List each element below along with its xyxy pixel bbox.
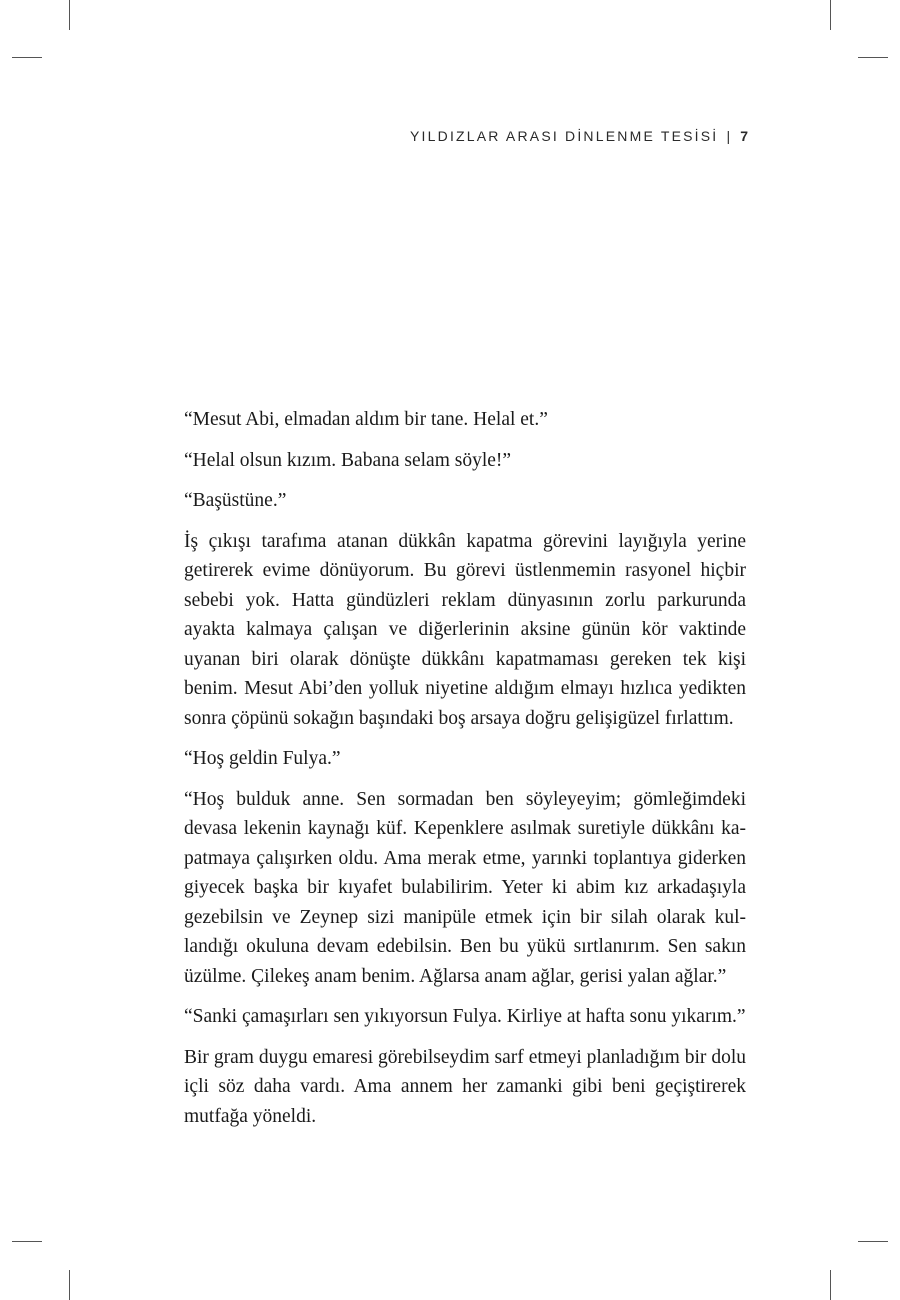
paragraph: Bir gram duygu emaresi görebilseydim sarf etmeyi planladığım bir dolu içli söz daha vardı. Ama annem her zamanki gibi beni geçiştirerek mutfağa yöneldi. — [184, 1046, 746, 1127]
header-separator: | — [726, 128, 731, 144]
paragraph: “Başüstüne.” — [184, 490, 287, 511]
book-title: YILDIZLAR ARASI DİNLENME TESİSİ — [410, 128, 719, 144]
crop-mark-top-left — [12, 57, 42, 58]
crop-mark-top-left — [69, 0, 70, 30]
paragraph: “Hoş geldin Fulya.” — [184, 748, 341, 769]
crop-mark-bottom-left — [12, 1241, 42, 1242]
crop-mark-bottom-right — [830, 1270, 831, 1300]
paragraph: “Sanki çamaşırları sen yıkıyorsun Fulya. Kirliye at hafta sonu yıkarım.” — [184, 1006, 746, 1027]
paragraph: “Helal olsun kızım. Babana selam söyle!” — [184, 449, 512, 471]
crop-mark-bottom-right — [858, 1241, 888, 1242]
crop-mark-top-right — [830, 0, 831, 30]
crop-mark-bottom-left — [69, 1270, 70, 1300]
body-text — [184, 405, 746, 1142]
crop-mark-top-right — [858, 57, 888, 58]
running-head — [410, 128, 748, 144]
paragraph: “Mesut Abi, elmadan aldım bir tane. Helal et.” — [184, 409, 548, 430]
paragraph: İş çıkışı tarafıma atanan dükkân kapatma görevini layığıyla yerine getirerek evime dönüyorum. Bu görevi üstlenmemin rasyonel hiçbir sebebi yok. Hatta gündüzleri reklam dünyasının zorlu parkurunda ayakta kalmaya çalışan ve diğerlerinin aksine günün kör vaktinde uyanan biri olarak dönüşte dükkânı kapatmaması gereken tek kişi benim. Mesut Abi’den yolluk niyetine aldığım elmayı hızlıca yedikten sonra çöpünü sokağın başındaki boş arsaya doğru gelişigüzel fırlattım. — [184, 530, 746, 729]
paragraph: “Hoş bulduk anne. Sen sormadan ben söyleyeyim; gömleğimdeki devasa lekenin kaynağı küf. Kepenklere asılmak suretiyle dükkânı kapatmaya çalışırken oldu. Ama merak etme, yarınki toplantıya giderken giyecek başka bir kıyafet bulabilirim. Yeter ki abim kız arkadaşıyla gezebilsin ve Zeynep sizi manipüle etmek için bir silah olarak kullandığı okuluna devam edebilsin. Ben bu yükü sırtlanırım. Sen sakın üzülme. Çilekeş anam benim. Ağlarsa anam ağlar, gerisi yalan ağlar.” — [184, 788, 746, 987]
page-number: 7 — [740, 128, 748, 144]
